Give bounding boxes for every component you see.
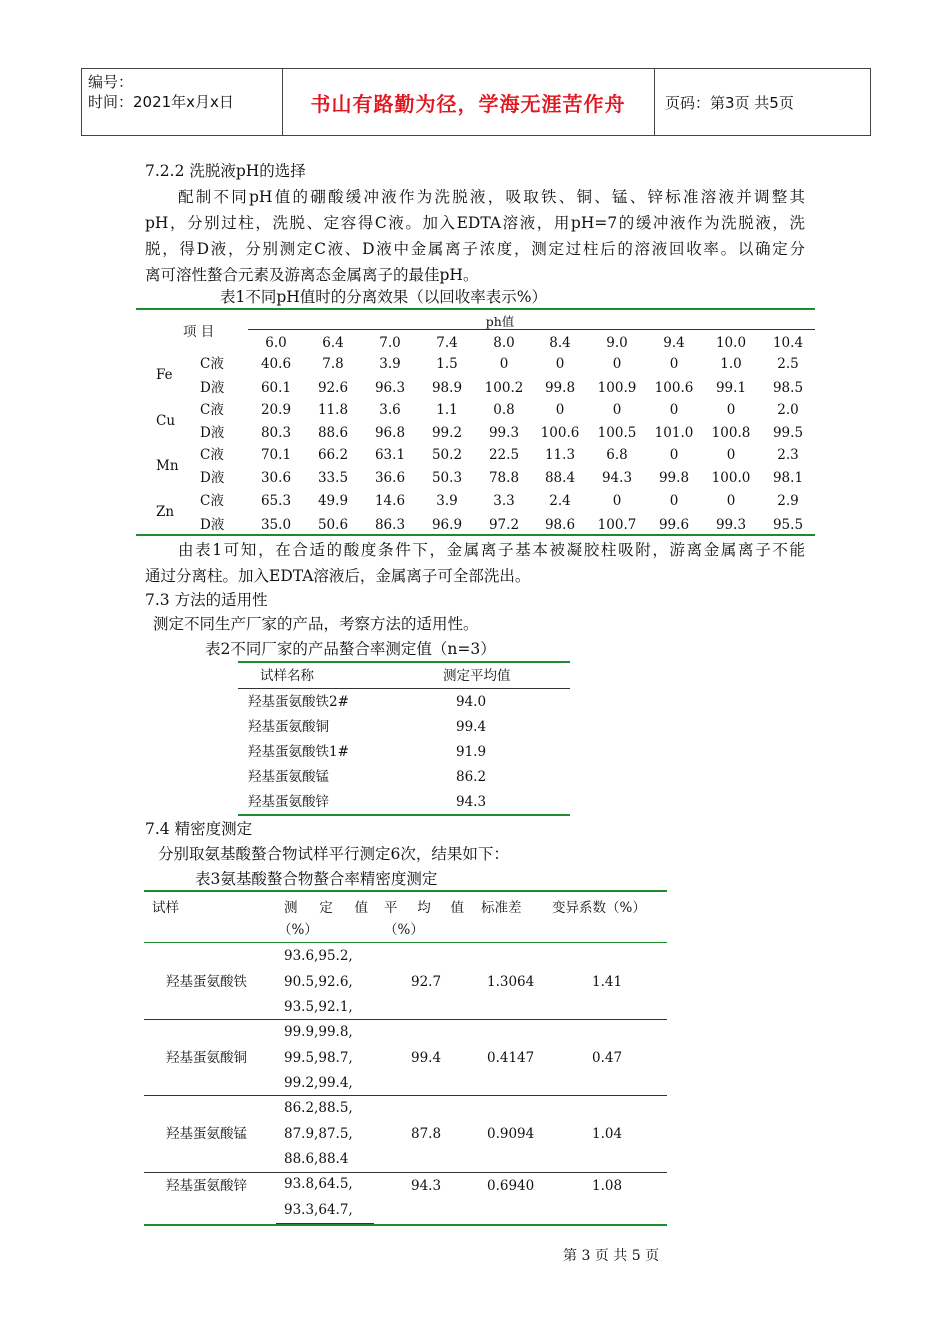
table1-metal-label: Cu <box>156 413 176 429</box>
table1-cell: 0 <box>555 356 565 372</box>
table1-cell: 88.4 <box>544 470 576 486</box>
table1-row-label: D液 <box>200 425 225 441</box>
paragraph-line: 通过分离柱。加入EDTA溶液后，金属离子可全部洗出。 <box>145 567 531 585</box>
table1-ph-value: 10.4 <box>772 335 804 351</box>
table1-cell: 30.6 <box>260 470 292 486</box>
table1-metal-label: Fe <box>156 367 173 383</box>
table1-cell: 0 <box>612 493 622 509</box>
table3-header-rule <box>144 942 667 943</box>
table1-ph-value: 9.4 <box>663 335 685 351</box>
table1-row-label: D液 <box>200 470 225 486</box>
table3-measured-value: 93.8,64.5, <box>284 1176 353 1192</box>
table3-row-sd: 0.4147 <box>487 1050 535 1066</box>
section-heading-722: 7.2.2 洗脱液pH的选择 <box>145 162 306 180</box>
table1-cell: 92.6 <box>317 380 349 396</box>
table1-cell: 100.6 <box>540 425 580 441</box>
table1-cell: 33.5 <box>317 470 349 486</box>
table3-measured-value: 93.3,64.7, <box>284 1201 353 1218</box>
table1-cell: 2.9 <box>777 493 799 509</box>
table1-cell: 78.8 <box>488 470 520 486</box>
table1-cell: 50.6 <box>317 517 349 533</box>
table3-row-mean: 87.8 <box>411 1126 442 1142</box>
table1-cell: 101.0 <box>654 425 694 441</box>
table1-cell: 99.8 <box>544 380 576 396</box>
table3-row-rule <box>144 1095 667 1096</box>
table1-cell: 99.8 <box>658 470 690 486</box>
table1-cell: 11.3 <box>544 447 576 463</box>
header-motto: 书山有路勤为径，学海无涯苦作舟 <box>310 91 626 116</box>
table1-cell: 96.8 <box>374 425 406 441</box>
table3-top-rule <box>144 890 667 892</box>
table3-row-sd: 1.3064 <box>487 974 535 990</box>
table3-measured-value: 90.5,92.6, <box>284 973 353 990</box>
table1-cell: 99.2 <box>431 425 463 441</box>
table1-cell: 100.2 <box>484 380 524 396</box>
table2-row-name: 羟基蛋氨酸铁2# <box>248 694 349 710</box>
table2-row-value: 99.4 <box>456 719 487 735</box>
table3-header-cv: 变异系数（%） <box>552 900 646 916</box>
table2-bottom-rule <box>238 814 570 816</box>
table1-cell: 14.6 <box>374 493 406 509</box>
table3-header-measured-unit: （%） <box>278 922 318 938</box>
table1-cell: 98.5 <box>772 380 804 396</box>
table1-cell: 0 <box>669 447 679 463</box>
table3-header-mean-unit: （%） <box>384 922 424 938</box>
table2-top-rule <box>238 661 570 663</box>
table1-ph-value: 7.4 <box>436 335 458 351</box>
table1-cell: 80.3 <box>260 425 292 441</box>
table2-row-name: 羟基蛋氨酸铜 <box>248 719 329 735</box>
table1-row-label: C液 <box>200 447 224 463</box>
table1-cell: 88.6 <box>317 425 349 441</box>
table3-header-measured: 测定值 <box>284 900 368 916</box>
table1-cell: 20.9 <box>260 402 292 418</box>
paragraph-line: 配制不同pH值的硼酸缓冲液作为洗脱液，吸取铁、铜、锰、锌标准溶液并调整其 <box>178 188 805 206</box>
table1-cell: 1.5 <box>436 356 458 372</box>
table1-cell: 2.3 <box>777 447 799 463</box>
paragraph-line: 脱，得D液，分别测定C液、D液中金属离子浓度，测定过柱后的溶液回收率。以确定分 <box>145 240 805 258</box>
table3-row-cv: 1.04 <box>592 1126 623 1142</box>
table3-measured-value: 93.6,95.2, <box>284 948 353 964</box>
table1-cell: 99.3 <box>715 517 747 533</box>
table3-row-mean: 99.4 <box>411 1050 442 1066</box>
table1-cell: 100.7 <box>597 517 637 533</box>
table1-cell: 0 <box>726 402 736 418</box>
table1-cell: 70.1 <box>260 447 292 463</box>
table1-cell: 6.8 <box>606 447 628 463</box>
table1-top-rule <box>136 308 815 310</box>
table1-cell: 2.4 <box>549 493 571 509</box>
table2-row-value: 86.2 <box>456 769 487 785</box>
paragraph-line: pH，分别过柱，洗脱、定容得C液。加入EDTA溶液，用pH=7的缓冲液作为洗脱液，洗 <box>145 214 805 232</box>
table1-cell: 60.1 <box>260 380 292 396</box>
table1-metal-label: Mn <box>156 458 179 474</box>
table3-row-name: 羟基蛋氨酸铁 <box>166 974 247 990</box>
table1-row-label: D液 <box>200 380 225 396</box>
table1-cell: 3.3 <box>493 493 515 509</box>
table1-cell: 7.8 <box>322 356 344 372</box>
table1-cell: 50.3 <box>431 470 463 486</box>
table3-measured-value: 99.5,98.7, <box>284 1049 353 1066</box>
table1-cell: 0 <box>669 356 679 372</box>
table3-measured-value: 87.9,87.5, <box>284 1125 353 1142</box>
table3-header-sample: 试样 <box>152 900 179 916</box>
table1-cell: 36.6 <box>374 470 406 486</box>
table1-row-label: D液 <box>200 517 225 533</box>
table1-cell: 99.5 <box>772 425 804 441</box>
table1-ph-value: 10.0 <box>715 335 747 351</box>
table1-cell: 0 <box>612 402 622 418</box>
table1-cell: 0 <box>555 402 565 418</box>
table3-caption: 表3氨基酸螯合物螯合率精密度测定 <box>195 870 438 888</box>
table2-col-value: 测定平均值 <box>443 668 511 684</box>
table1-cell: 2.0 <box>777 402 799 418</box>
table1-cell: 0 <box>669 493 679 509</box>
table1-cell: 96.3 <box>374 380 406 396</box>
table3-bottom-rule <box>144 1224 667 1226</box>
table3-row-cv: 1.41 <box>592 974 623 990</box>
table1-cell: 1.1 <box>436 402 458 418</box>
table3-measured-value: 99.2,99.4, <box>284 1075 353 1091</box>
table2-row-value: 94.0 <box>456 694 487 710</box>
table1-cell: 40.6 <box>260 356 292 372</box>
table2-row-value: 91.9 <box>456 744 487 760</box>
table3-row-rule <box>144 1172 667 1173</box>
table1-item-header: 项 目 <box>183 324 215 340</box>
paragraph-line: 离可溶性螯合元素及游离态金属离子的最佳pH。 <box>145 266 479 284</box>
table1-cell: 95.5 <box>772 517 804 533</box>
table1-cell: 0 <box>726 447 736 463</box>
table1-ph-rule <box>248 329 815 330</box>
header-divider <box>654 68 655 136</box>
table3-row-mean: 92.7 <box>411 974 442 990</box>
header-number: 编号： <box>88 73 134 91</box>
table1-ph-value: 8.4 <box>549 335 571 351</box>
table1-cell: 35.0 <box>260 517 292 533</box>
table1-cell: 66.2 <box>317 447 349 463</box>
table1-cell: 100.5 <box>597 425 637 441</box>
table1-cell: 96.9 <box>431 517 463 533</box>
table1-cell: 50.2 <box>431 447 463 463</box>
table1-cell: 100.8 <box>711 425 751 441</box>
table3-row-cv: 1.08 <box>592 1178 623 1194</box>
table1-cell: 0 <box>726 493 736 509</box>
table1-cell: 99.6 <box>658 517 690 533</box>
section-74-text: 分别取氨基酸螯合物试样平行测定6次，结果如下： <box>158 845 509 863</box>
table3-measured-value: 99.9,99.8, <box>284 1024 353 1040</box>
table1-ph-value: 8.0 <box>493 335 515 351</box>
table1-cell: 22.5 <box>488 447 520 463</box>
table1-metal-label: Zn <box>156 504 175 520</box>
table3-row-rule <box>144 1019 667 1020</box>
table1-cell: 98.6 <box>544 517 576 533</box>
table1-cell: 98.1 <box>772 470 804 486</box>
header-time: 时间：2021年x月x日 <box>88 93 234 111</box>
table1-cell: 0 <box>499 356 509 372</box>
table1-caption: 表1不同pH值时的分离效果（以回收率表示%） <box>220 288 548 306</box>
table1-cell: 94.3 <box>601 470 633 486</box>
table1-cell: 63.1 <box>374 447 406 463</box>
table3-measured-value: 86.2,88.5, <box>284 1100 353 1116</box>
table3-row-mean: 94.3 <box>411 1178 442 1194</box>
table1-cell: 99.3 <box>488 425 520 441</box>
table2-row-name: 羟基蛋氨酸锌 <box>248 794 329 810</box>
table1-cell: 49.9 <box>317 493 349 509</box>
table1-cell: 3.6 <box>379 402 401 418</box>
table1-cell: 2.5 <box>777 356 799 372</box>
table1-ph-header: ph值 <box>485 314 515 329</box>
table1-cell: 100.6 <box>654 380 694 396</box>
table1-cell: 0 <box>669 402 679 418</box>
table3-header-sd: 标准差 <box>481 900 522 916</box>
section-heading-74: 7.4 精密度测定 <box>145 820 253 838</box>
header-page-info: 页码：第3页 共5页 <box>665 94 794 112</box>
table2-caption: 表2不同厂家的产品螯合率测定值（n=3） <box>205 640 496 658</box>
header-divider <box>81 68 82 136</box>
table1-conclusion <box>145 537 805 589</box>
table1-cell: 98.9 <box>431 380 463 396</box>
table1-ph-value: 6.0 <box>265 335 287 351</box>
table3-measured-value: 93.5,92.1, <box>284 999 353 1015</box>
table1-cell: 99.1 <box>715 380 747 396</box>
table1-cell: 65.3 <box>260 493 292 509</box>
table1-cell: 100.0 <box>711 470 751 486</box>
table2-row-name: 羟基蛋氨酸锰 <box>248 769 329 785</box>
table1-row-label: C液 <box>200 356 224 372</box>
table3-row-name: 羟基蛋氨酸锌 <box>166 1178 247 1194</box>
table3-row-name: 羟基蛋氨酸铜 <box>166 1050 247 1066</box>
table1-cell: 3.9 <box>436 493 458 509</box>
table1-ph-value: 7.0 <box>379 335 401 351</box>
footer-page-number: 第 3 页 共 5 页 <box>563 1248 660 1264</box>
section-heading-73: 7.3 方法的适用性 <box>145 591 268 609</box>
table1-cell: 86.3 <box>374 517 406 533</box>
table3-row-sd: 0.6940 <box>487 1178 535 1194</box>
table1-cell: 11.8 <box>317 402 349 418</box>
table3-measured-value: 88.6,88.4 <box>284 1151 349 1167</box>
table1-cell: 0 <box>612 356 622 372</box>
table3-row-sd: 0.9094 <box>487 1126 535 1142</box>
table2-col-name: 试样名称 <box>260 668 314 684</box>
table1-cell: 97.2 <box>488 517 520 533</box>
table1-ph-value: 6.4 <box>322 335 344 351</box>
table1-row-label: C液 <box>200 402 224 418</box>
header-divider <box>870 68 871 136</box>
table3-row-name: 羟基蛋氨酸锰 <box>166 1126 247 1142</box>
table1-ph-value: 9.0 <box>606 335 628 351</box>
table2-row-value: 94.3 <box>456 794 487 810</box>
table2-row-name: 羟基蛋氨酸铁1# <box>248 744 349 760</box>
table1-cell: 3.9 <box>379 356 401 372</box>
table3-header-mean: 平均值 <box>384 900 464 916</box>
table3-row-cv: 0.47 <box>592 1050 623 1066</box>
table1-cell: 100.9 <box>597 380 637 396</box>
table1-cell: 0.8 <box>493 402 515 418</box>
section-722-paragraph <box>145 184 805 288</box>
paragraph-line: 由表1可知，在合适的酸度条件下，金属离子基本被凝胶柱吸附，游离金属离子不能 <box>178 541 805 559</box>
table1-row-label: C液 <box>200 493 224 509</box>
table3-cell-rule <box>276 1223 374 1224</box>
table1-cell: 1.0 <box>720 356 742 372</box>
table2-header-rule <box>238 688 570 689</box>
section-73-text: 测定不同生产厂家的产品，考察方法的适用性。 <box>153 615 479 633</box>
